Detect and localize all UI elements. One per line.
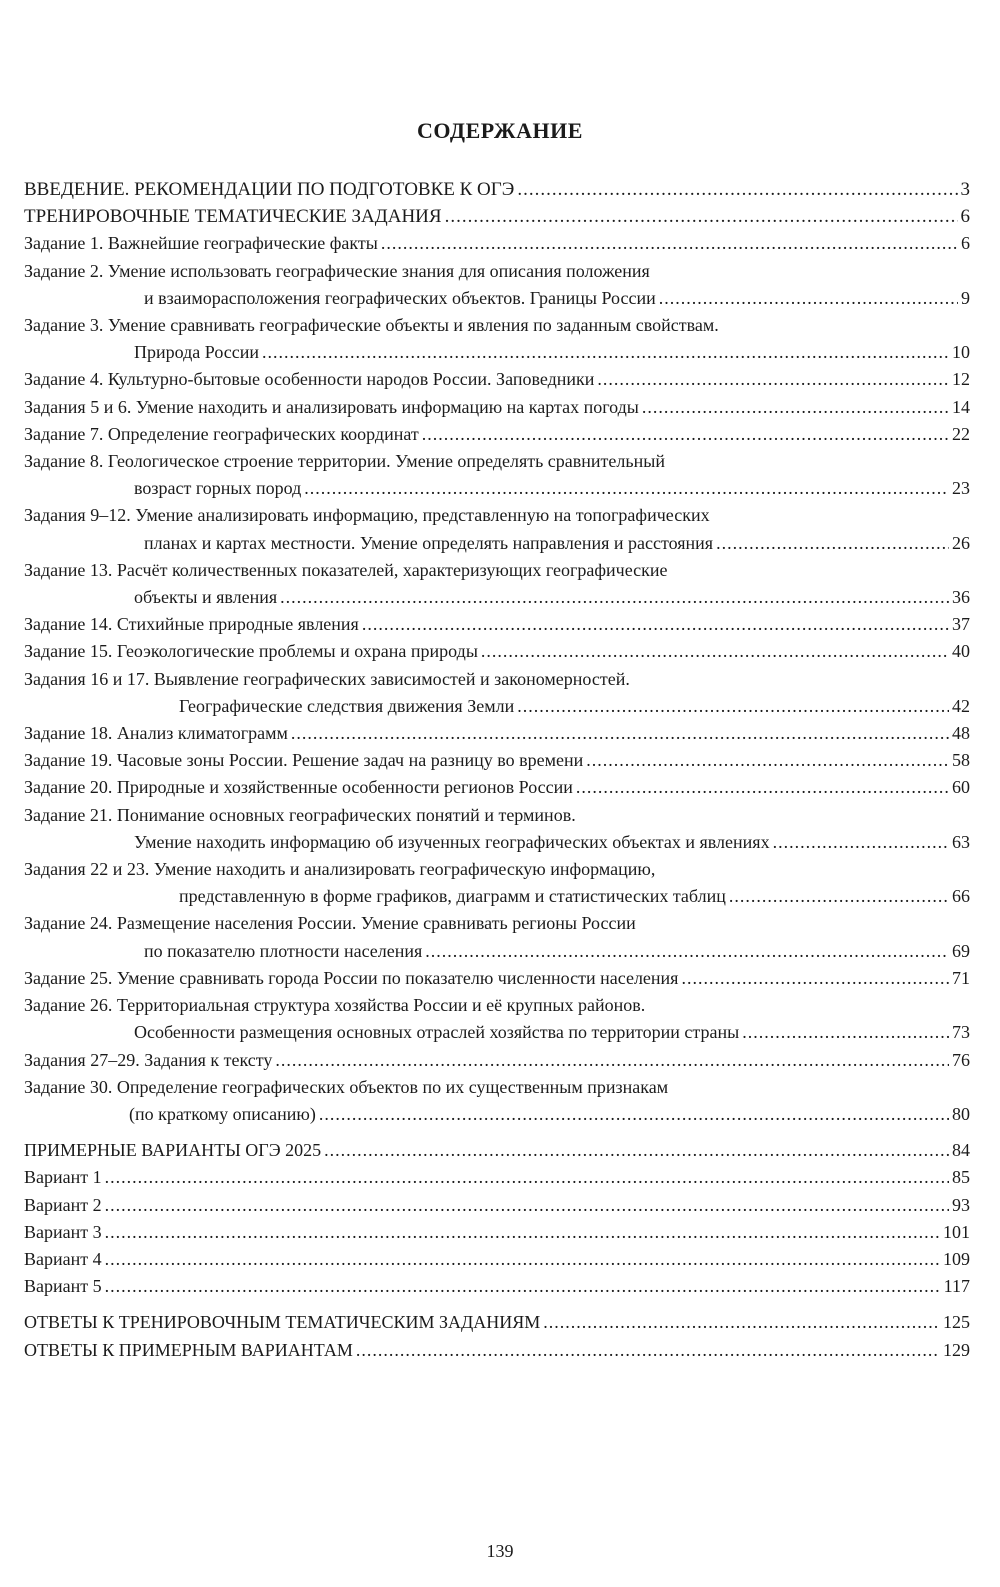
- toc-entry-title: Задания 27–29. Задания к тексту: [24, 1049, 273, 1070]
- toc-line: [24, 530, 970, 557]
- toc-entry[interactable]: [24, 1246, 970, 1273]
- dot-leader: [275, 1047, 949, 1074]
- toc-entry[interactable]: [24, 421, 970, 448]
- toc-entry[interactable]: [24, 992, 970, 1046]
- toc-entry-title: Задание 30. Определение географических объектов по их существенным признакам: [24, 1076, 669, 1097]
- toc-page-number: 125: [943, 1312, 970, 1333]
- toc-line: [24, 1074, 970, 1101]
- toc-line: [24, 611, 970, 638]
- toc-line: [24, 910, 970, 937]
- toc-entry-title: Задание 2. Умение использовать географические знания для описания положения: [24, 260, 650, 281]
- toc-page-number: 63: [952, 831, 970, 852]
- dot-leader: [262, 339, 949, 366]
- toc-line: [24, 394, 970, 421]
- toc-entry-title: ВВЕДЕНИЕ. РЕКОМЕНДАЦИИ ПО ПОДГОТОВКЕ К ОГЭ: [24, 179, 515, 200]
- toc-line: [24, 829, 970, 856]
- toc-entry-title: Географические следствия движения Земли: [179, 695, 515, 716]
- toc-page-number: 85: [952, 1167, 970, 1188]
- toc-entry-title: Особенности размещения основных отраслей хозяйства по территории страны: [134, 1022, 740, 1043]
- toc-entry-title: представленную в форме графиков, диаграмм и статистических таблиц: [179, 886, 726, 907]
- toc-line: [24, 203, 970, 230]
- toc-line: [24, 258, 970, 285]
- toc-entry[interactable]: [24, 230, 970, 257]
- toc-line: [24, 1246, 970, 1273]
- dot-leader: [105, 1164, 949, 1191]
- toc-entry[interactable]: [24, 1074, 970, 1128]
- toc-page-number: 58: [952, 750, 970, 771]
- dot-leader: [742, 1019, 949, 1046]
- toc-page-number: 23: [952, 478, 970, 499]
- dot-leader: [105, 1192, 949, 1219]
- toc-line: [24, 856, 970, 883]
- toc-page-number: 22: [952, 423, 970, 444]
- toc-line: [24, 475, 970, 502]
- toc-entry-title: и взаиморасположения географических объектов. Границы России: [144, 287, 656, 308]
- dot-leader: [773, 829, 949, 856]
- toc-entry[interactable]: [24, 1137, 970, 1164]
- dot-leader: [291, 720, 949, 747]
- toc-line: [24, 747, 970, 774]
- toc-entry-title: Задание 24. Размещение населения России. Умение сравнивать регионы России: [24, 913, 636, 934]
- toc-entry-title: ПРИМЕРНЫЕ ВАРИАНТЫ ОГЭ 2025: [24, 1140, 322, 1161]
- toc-entry-title: Задания 9–12. Умение анализировать информацию, представленную на топографических: [24, 505, 710, 526]
- toc-page-number: 109: [943, 1248, 970, 1269]
- toc-entry-title: по показателю плотности населения: [144, 940, 423, 961]
- toc-page-number: 9: [961, 287, 970, 308]
- toc-line: [24, 285, 970, 312]
- toc-entry[interactable]: [24, 203, 970, 230]
- toc-entry[interactable]: [24, 502, 970, 556]
- toc-page-number: 48: [952, 723, 970, 744]
- toc-page-number: 76: [952, 1049, 970, 1070]
- toc-line: [24, 312, 970, 339]
- dot-leader: [659, 285, 958, 312]
- toc-line: [24, 1101, 970, 1128]
- toc-entry-title: Задание 25. Умение сравнивать города России по показателю численности населения: [24, 967, 679, 988]
- toc-line: [24, 1309, 970, 1336]
- toc-line: [24, 1019, 970, 1046]
- toc-entry[interactable]: [24, 1309, 970, 1336]
- toc-line: [24, 938, 970, 965]
- dot-leader: [425, 938, 949, 965]
- toc-line: [24, 638, 970, 665]
- toc-page-number: 12: [952, 369, 970, 390]
- dot-leader: [356, 1337, 940, 1364]
- dot-leader: [105, 1246, 940, 1273]
- toc-line: [24, 1137, 970, 1164]
- table-of-contents: [24, 176, 970, 1364]
- toc-entry-title: ТРЕНИРОВОЧНЫЕ ТЕМАТИЧЕСКИЕ ЗАДАНИЯ: [24, 206, 442, 228]
- toc-page-number: 66: [952, 886, 970, 907]
- toc-entry-title: Задание 13. Расчёт количественных показателей, характеризующих географические: [24, 559, 668, 580]
- toc-entry-title: возраст горных пород: [134, 478, 302, 499]
- toc-entry[interactable]: [24, 856, 970, 910]
- toc-line: [24, 176, 970, 203]
- toc-page-number: 26: [952, 532, 970, 553]
- toc-entry[interactable]: [24, 1192, 970, 1219]
- dot-leader: [681, 965, 949, 992]
- toc-entry-title: объекты и явления: [134, 587, 278, 608]
- toc-page-number: 71: [952, 967, 970, 988]
- toc-page-number: 6: [960, 206, 970, 228]
- toc-page-number: 60: [952, 777, 970, 798]
- toc-entry-title: Задание 8. Геологическое строение территории. Умение определять сравнительный: [24, 451, 665, 472]
- toc-entry[interactable]: [24, 366, 970, 393]
- toc-entry-title: Задания 16 и 17. Выявление географических зависимостей и закономерностей.: [24, 668, 630, 689]
- toc-page-number: 80: [952, 1103, 970, 1124]
- toc-line: [24, 502, 970, 529]
- toc-page-number: 129: [943, 1339, 970, 1360]
- toc-entry-title: Задание 20. Природные и хозяйственные особенности регионов России: [24, 777, 573, 798]
- toc-entry-title: Задание 21. Понимание основных географических понятий и терминов.: [24, 804, 576, 825]
- toc-entry[interactable]: [24, 176, 970, 203]
- page-title: СОДЕРЖАНИЕ: [417, 118, 583, 143]
- toc-entry-title: Задание 14. Стихийные природные явления: [24, 614, 359, 635]
- toc-line: [24, 1192, 970, 1219]
- toc-entry-title: Вариант 3: [24, 1221, 102, 1242]
- dot-leader: [586, 747, 949, 774]
- toc-entry-title: Задание 3. Умение сравнивать географические объекты и явления по заданным свойствам.: [24, 315, 719, 336]
- toc-page-number: 42: [952, 695, 970, 716]
- dot-leader: [576, 774, 949, 801]
- toc-entry-title: Умение находить информацию об изученных географических объектах и явлениях: [134, 831, 770, 852]
- toc-entry[interactable]: [24, 394, 970, 421]
- dot-leader: [517, 693, 949, 720]
- toc-line: [24, 693, 970, 720]
- toc-line: [24, 557, 970, 584]
- toc-entry-title: Задания 22 и 23. Умение находить и анализировать географическую информацию,: [24, 859, 656, 880]
- toc-entry[interactable]: [24, 258, 970, 312]
- toc-entry[interactable]: [24, 910, 970, 964]
- toc-page-number: 101: [943, 1221, 970, 1242]
- toc-entry[interactable]: [24, 312, 970, 366]
- toc-page-number: 69: [952, 940, 970, 961]
- dot-leader: [445, 203, 958, 230]
- toc-line: [24, 584, 970, 611]
- toc-line: [24, 802, 970, 829]
- toc-line: [24, 339, 970, 366]
- toc-entry-title: ОТВЕТЫ К ТРЕНИРОВОЧНЫМ ТЕМАТИЧЕСКИМ ЗАДАНИЯМ: [24, 1312, 541, 1333]
- dot-leader: [716, 530, 949, 557]
- toc-page-number: 3: [960, 179, 970, 200]
- dot-leader: [304, 475, 949, 502]
- toc-entry[interactable]: [24, 1164, 970, 1191]
- toc-line: [24, 366, 970, 393]
- dot-leader: [280, 584, 949, 611]
- toc-entry-title: Задание 19. Часовые зоны России. Решение задач на разницу во времени: [24, 750, 584, 771]
- toc-line: [24, 992, 970, 1019]
- dot-leader: [597, 366, 949, 393]
- toc-page-number: 36: [952, 587, 970, 608]
- dot-leader: [517, 176, 957, 203]
- toc-entry[interactable]: [24, 965, 970, 992]
- toc-entry[interactable]: [24, 774, 970, 801]
- dot-leader: [422, 421, 949, 448]
- dot-leader: [105, 1273, 941, 1300]
- toc-entry-title: Задание 1. Важнейшие географические факты: [24, 233, 378, 254]
- dot-leader: [324, 1137, 949, 1164]
- dot-leader: [729, 883, 949, 910]
- toc-entry[interactable]: [24, 1273, 970, 1300]
- toc-entry[interactable]: [24, 557, 970, 611]
- toc-line: [24, 965, 970, 992]
- toc-page-number: 37: [952, 614, 970, 635]
- toc-line: [24, 1164, 970, 1191]
- toc-entry-title: Задания 5 и 6. Умение находить и анализировать информацию на картах погоды: [24, 396, 639, 417]
- toc-entry[interactable]: [24, 611, 970, 638]
- toc-line: [24, 883, 970, 910]
- toc-entry[interactable]: [24, 666, 970, 720]
- toc-entry[interactable]: [24, 802, 970, 856]
- section-gap: [24, 1300, 970, 1309]
- dot-leader: [381, 230, 958, 257]
- dot-leader: [481, 638, 949, 665]
- toc-entry-title: планах и картах местности. Умение определять направления и расстояния: [144, 532, 714, 553]
- dot-leader: [105, 1219, 940, 1246]
- toc-line: [24, 1219, 970, 1246]
- toc-entry-title: Задание 26. Территориальная структура хозяйства России и её крупных районов.: [24, 995, 646, 1016]
- toc-line: [24, 1337, 970, 1364]
- toc-line: [24, 666, 970, 693]
- toc-entry[interactable]: [24, 1337, 970, 1364]
- toc-page-number: 6: [961, 233, 970, 254]
- toc-page-number: 93: [952, 1194, 970, 1215]
- dot-leader: [319, 1101, 949, 1128]
- toc-entry-title: (по краткому описанию): [129, 1103, 316, 1124]
- toc-entry-title: Природа России: [134, 342, 260, 363]
- toc-entry-title: Задание 7. Определение географических координат: [24, 423, 419, 444]
- toc-entry-title: Вариант 5: [24, 1276, 102, 1297]
- page-number: 139: [486, 1541, 514, 1561]
- dot-leader: [362, 611, 949, 638]
- toc-entry[interactable]: [24, 747, 970, 774]
- toc-entry-title: Вариант 1: [24, 1167, 102, 1188]
- toc-entry[interactable]: [24, 1047, 970, 1074]
- toc-line: [24, 720, 970, 747]
- toc-line: [24, 448, 970, 475]
- toc-entry-title: Задание 18. Анализ климатограмм: [24, 723, 288, 744]
- dot-leader: [543, 1309, 940, 1336]
- section-gap: [24, 1128, 970, 1137]
- toc-line: [24, 230, 970, 257]
- dot-leader: [642, 394, 949, 421]
- toc-page-number: 84: [952, 1140, 970, 1161]
- toc-line: [24, 1047, 970, 1074]
- toc-entry-title: ОТВЕТЫ К ПРИМЕРНЫМ ВАРИАНТАМ: [24, 1339, 353, 1360]
- toc-entry-title: Задание 4. Культурно-бытовые особенности народов России. Заповедники: [24, 369, 595, 390]
- toc-line: [24, 1273, 970, 1300]
- toc-entry[interactable]: [24, 638, 970, 665]
- toc-line: [24, 421, 970, 448]
- toc-entry[interactable]: [24, 448, 970, 502]
- toc-entry[interactable]: [24, 720, 970, 747]
- toc-page-number: 73: [952, 1022, 970, 1043]
- toc-entry-title: Вариант 2: [24, 1194, 102, 1215]
- toc-entry-title: Вариант 4: [24, 1248, 102, 1269]
- toc-page-number: 117: [943, 1276, 970, 1297]
- toc-entry[interactable]: [24, 1219, 970, 1246]
- toc-line: [24, 774, 970, 801]
- toc-page-number: 14: [952, 396, 970, 417]
- toc-page-number: 40: [952, 641, 970, 662]
- toc-page-number: 10: [952, 342, 970, 363]
- toc-entry-title: Задание 15. Геоэкологические проблемы и охрана природы: [24, 641, 478, 662]
